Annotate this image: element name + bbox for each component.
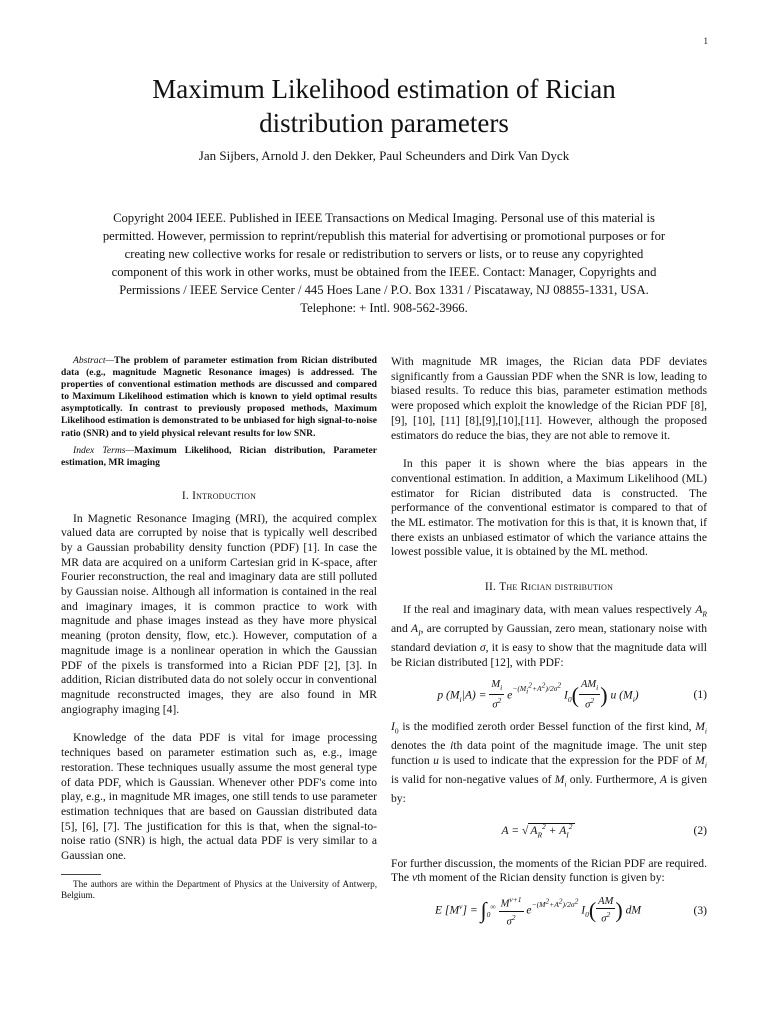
footnote-rule [61,874,101,875]
abstract-text: The problem of parameter estimation from Rician distributed data (e.g., magnitude Magnetic Resonance images) is addressed. The properties of conventional estimation methods are discussed and compared to Maximum Likelihood estimation which is known to yield optimal results asymptotically. In contrast to previously proposed methods, Maximum Likelihood estimation is demonstrated to be unbiased for high signal-to-noise ratio (SNR) and to yield physical relevant results for low SNR. [61,355,377,439]
equation-2 [391,815,707,849]
section-number: I. [181,489,189,502]
title-line-2: distribution parameters [259,108,509,138]
intro-paragraph-2: Knowledge of the data PDF is vital for image processing techniques based on parameter estimation such as, e.g., image restoration. These techniques usually assume the most general type of data PDF, which is Gaussian. Whenever other PDF's come into play, e.g., in magnitude MR images, one still tends to use parameter estimation techniques that are based on Gaussian distributed data [5], [6], [7]. The justification for this is that, when the signal-to-noise ratio (SNR) is high, the actual data PDF is very similar to a Gaussian one. [61,731,377,863]
section-number: II. [484,581,497,594]
rician-paragraph-2: $I_0$ is the modified zeroth order Bessel function of the first kind, $M_i$ denotes the ith data point of the magnitude image. The unit step function u is used to indicate that the expression for the PDF of $M_i$ is valid for non-negative values of $M_i$ only. Furthermore, A is given by: [391,720,707,806]
copyright-line: creating new collective works for resale or redistribution to servers or lists, or to reuse any copyrighted [124,247,644,261]
abstract: Abstract—The problem of parameter estimation from Rician distributed data (e.g., magnitude Magnetic Resonance images) is addressed. The properties of conventional estimation methods are discussed and compared to Maximum Likelihood estimation which is known to yield optimal results asymptotically. In contrast to previously proposed methods, Maximum Likelihood estimation is demonstrated to be unbiased for high signal-to-noise ratio (SNR) and to yield physical relevant results for low SNR. [61,355,377,439]
equation-3-body: E $[M^\nu] = \int_0^\infty$ $\frac{M^{\nu+1}}{\sigma^2}$ $e^{-(M^2+A^2)/2\sigma^2}$ $I_0$( $\frac{AM}{\sigma^2}$ ) dM [434,895,642,928]
paper-title [0,72,768,140]
copyright-line: Permissions / IEEE Service Center / 445 Hoes Lane / P.O. Box 1331 / Piscataway, NJ 08855-1331, USA. [119,283,649,297]
left-column [61,355,377,902]
copyright-line: Copyright 2004 IEEE. Published in IEEE Transactions on Medical Imaging. Personal use of this material is [113,211,655,225]
equation-1 [391,678,707,712]
right-paragraph-1: With magnitude MR images, the Rician data PDF deviates significantly from a Gaussian PDF when the SNR is low, leading to biased results. To reduce this bias, parameter estimation methods were proposed which exploit the knowledge of the Rician PDF [8], [9], [10], [11] [8],[9],[10],[11]. However, although the proposed estimators do reduce the bias, they are not able to remove it. [391,355,707,442]
copyright-line: permitted. However, permission to reprint/republish this material for advertising or promotional purposes or for [102,229,666,243]
index-terms-label: Index Terms [73,444,126,456]
index-terms: Index Terms—Maximum Likelihood, Rician distribution, Parameter estimation, MR imaging [61,444,378,468]
title-line-1: Maximum Likelihood estimation of Rician [152,74,616,104]
section-heading-rician [391,580,707,595]
equation-1-body: p $(M_i|A)$ = $\frac{M_i}{\sigma^2}$ $e^{-(M_i^2+A^2)/2\sigma^2}$ $I_0$( $\frac{AM_i}{\sigma^2}$ ) u $(M_i)$ [437,679,639,711]
copyright-line: component of this work in other works, must be obtained from the IEEE. Contact: Manager, Copyrights and [111,265,657,279]
section-heading-introduction [61,489,377,504]
equation-3 [391,894,707,928]
right-paragraph-2: In this paper it is shown where the bias appears in the conventional estimation. In addition, a Maximum Likelihood (ML) estimator for Rician distributed data is constructed. The performance of the conventional estimator is compared to that of the ML estimator. The motivation for this is that, it is known that, if there exists an unbiased estimator of which the variance attains the lowest possible value, it is obtained by the ML method. [391,457,707,559]
copyright-line: Telephone: + Intl. 908-562-3966. [300,301,468,315]
page-number: 1 [703,36,708,46]
index-terms-text: Maximum Likelihood, Rician distribution, Parameter estimation, MR imaging [61,444,378,468]
intro-paragraph-1: In Magnetic Resonance Imaging (MRI), the acquired complex valued data are corrupted by noise that is typically well described by a Gaussian probability density function (PDF) [1]. In case the MR data are acquired on a uniform Cartesian grid in K-space, after Fourier reconstruction, the real and imaginary data are still polluted by Gaussian noise. Although all information is contained in the real and imaginary images, it is common practice to work with magnitude and phase images instead as they have more physical meaning (proton density, flow, etc.). However, computation of a magnitude image is a nonlinear operation in which the Gaussian PDF of the pixels is transformed into a Rician PDF [2], [3]. In addition, Rician distributed data do not solely occur in conventional magnitude reconstructed images, they are also found in MR angiography imaging [4]. [61,511,377,716]
equation-3-number: (3) [693,903,707,917]
equation-2-number: (2) [693,824,707,838]
equation-1-number: (1) [693,687,707,701]
rician-paragraph-1: If the real and imaginary data, with mean values respectively $A_R$ and $A_I$, are corrupted by Gaussian, zero mean, stationary noise with standard deviation σ, it is easy to show that the magnitude data will be Rician distributed [12], with PDF: [391,602,707,669]
author-list: Jan Sijbers, Arnold J. den Dekker, Paul Scheunders and Dirk Van Dyck [198,148,570,163]
right-column [391,355,707,936]
footnote: The authors are within the Department of Physics at the University of Antwerp, Belgium. [61,878,377,901]
rician-paragraph-3: For further discussion, the moments of the Rician PDF are required. The νth moment of the Rician density function is given by: [391,856,707,885]
section-title: The Rician distribution [499,581,614,594]
copyright-notice [62,209,706,317]
section-title: Introduction [192,489,257,502]
abstract-label: Abstract [73,355,106,366]
equation-2-body: A = √ $A_R^2 + A_I^2$ [501,822,573,840]
